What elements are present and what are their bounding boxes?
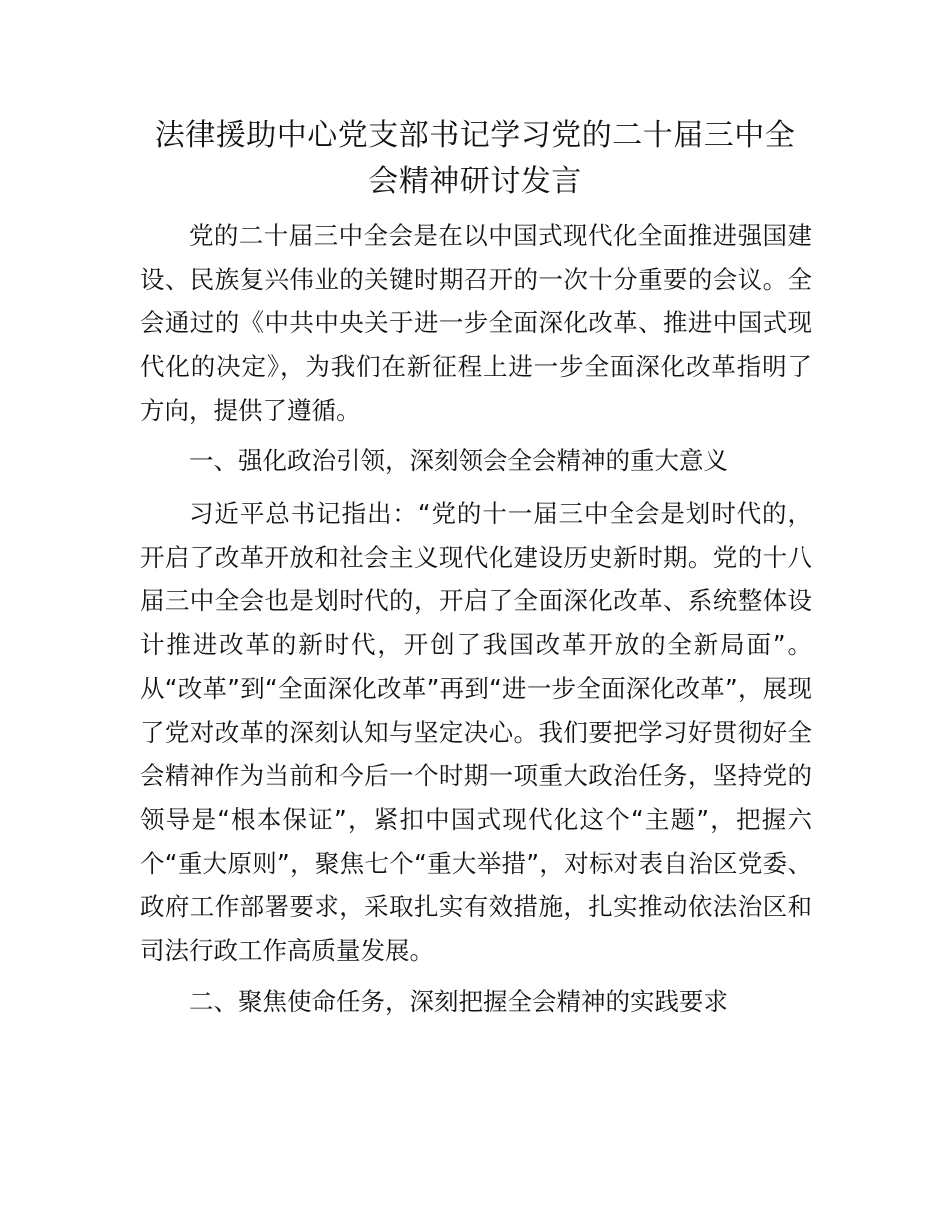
document-title: 法律援助中心党支部书记学习党的二十届三中全会精神研讨发言 — [154, 118, 796, 199]
section-1-paragraph: 习近平总书记指出：“党的十一届三中全会是划时代的，开启了改革开放和社会主义现代化建设历史新时期。党的十八届三中全会也是划时代的，开启了全面深化改革、系统整体设计推进改革的新时代，开创了我国改革开放的全新局面”。从“改革”到“全面深化改革”再到“进一步全面深化改革”，展现了党对改革的深刻认知与坚定决心。我们要把学习好贯彻好全会精神作为当前和今后一个时期一项重大政治任务，坚持党的领导是“根本保证”，紧扣中国式现代化这个“主题”，把握六个“重大原则”，聚焦七个“重大举措”，对标对表自治区党委、政府工作部署要求，采取扎实有效措施，扎实推动依法治区和司法行政工作高质量发展。 — [140, 499, 812, 966]
section-heading-2: 二、聚焦使命任务，深刻把握全会精神的实践要求 — [189, 987, 728, 1016]
section-heading-1: 一、强化政治引领，深刻领会全会精神的重大意义 — [189, 446, 728, 475]
intro-paragraph: 党的二十届三中全会是在以中国式现代化全面推进强国建设、民族复兴伟业的关键时期召开的一次十分重要的会议。全会通过的《中共中央关于进一步全面深化改革、推进中国式现代化的决定》，为我们在新征程上进一步全面深化改革指明了方向，提供了遵循。 — [140, 221, 812, 425]
